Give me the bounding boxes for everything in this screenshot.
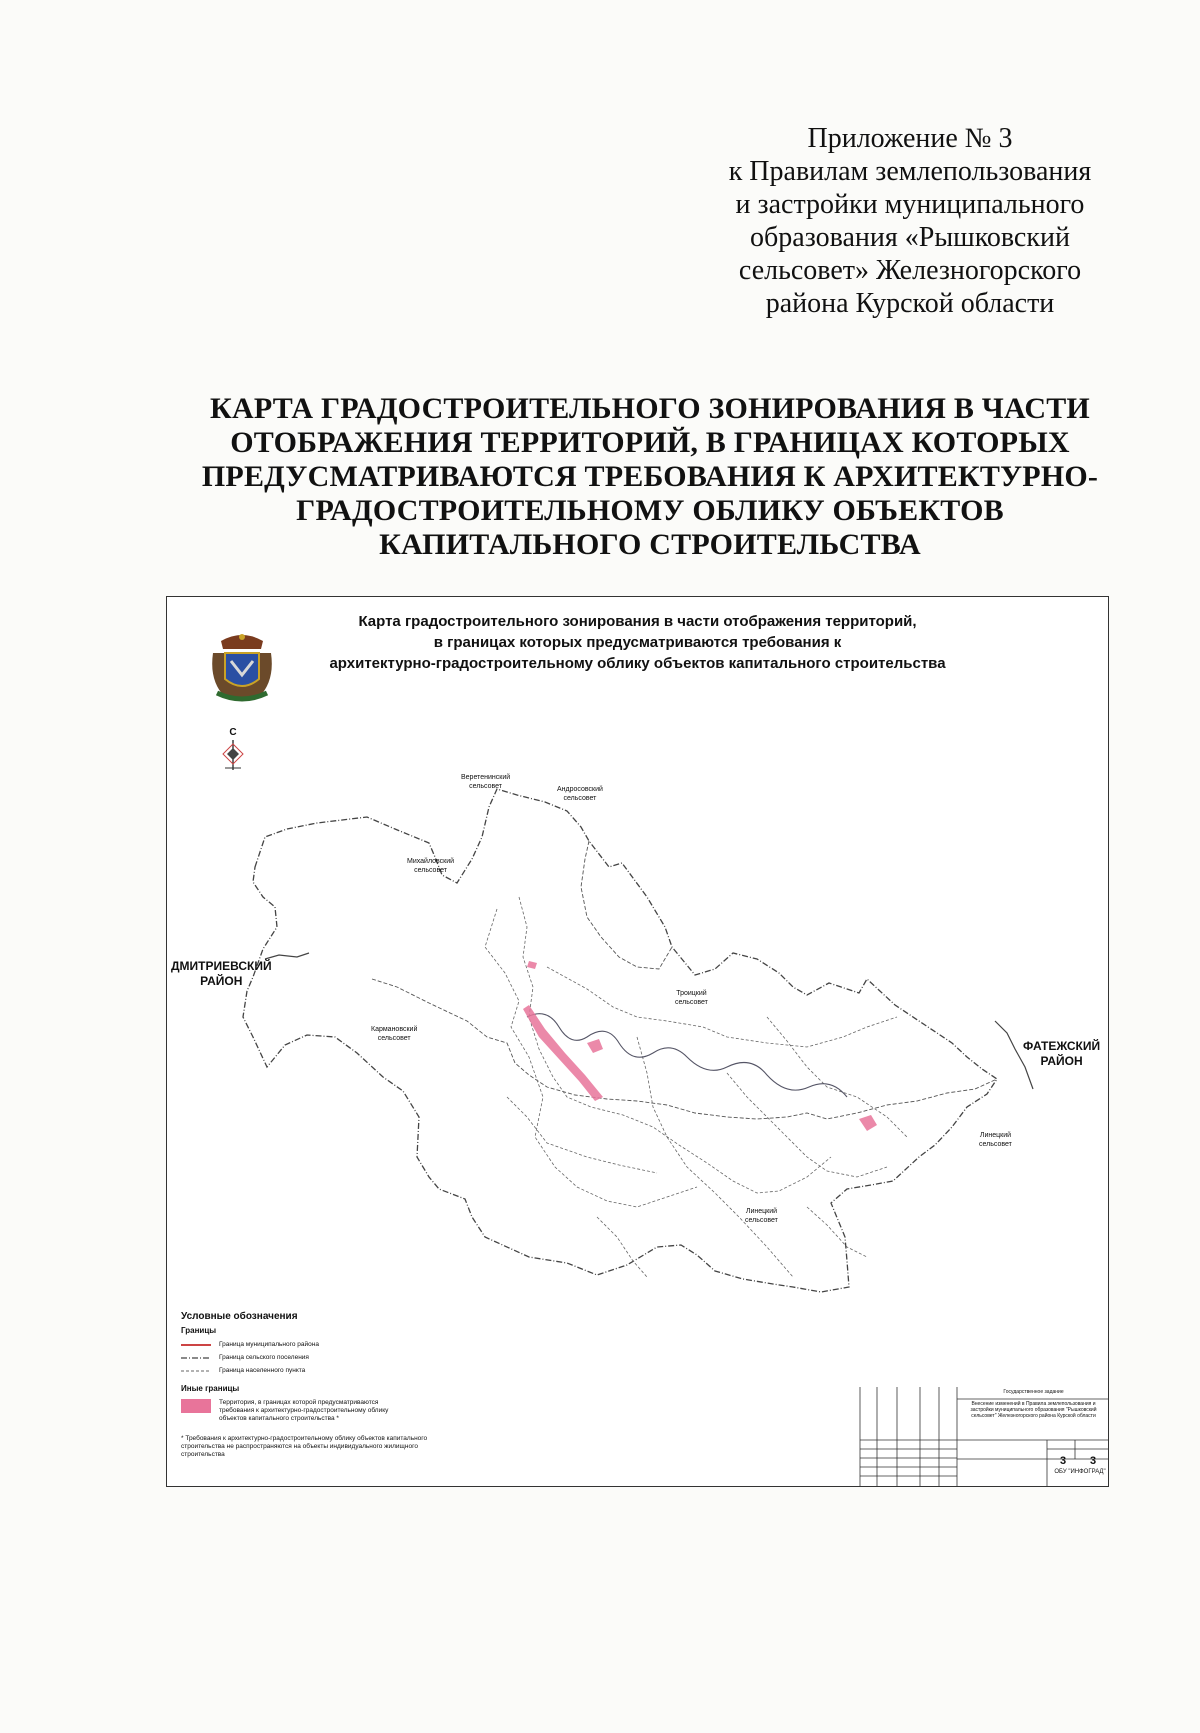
title-line: ОТОБРАЖЕНИЯ ТЕРРИТОРИЙ, В ГРАНИЦАХ КОТОРЫХ xyxy=(230,426,1070,459)
label-androsovo xyxy=(557,785,603,803)
label-line: сельсовет xyxy=(675,999,708,1006)
label-line: сельсовет xyxy=(414,867,447,874)
label-karmanovo xyxy=(371,1025,417,1043)
legend-heading: Условные обозначения xyxy=(181,1311,298,1322)
stamp-sheet-number: 3 xyxy=(1059,1455,1067,1467)
locality-boundary-swatch-icon xyxy=(181,1368,211,1374)
compass-letter: С xyxy=(229,727,237,738)
label-dmitriev-district xyxy=(171,959,272,989)
label-troitsky xyxy=(675,989,708,1007)
appendix-line: к Правилам землепользования xyxy=(728,156,1092,187)
map-sheet xyxy=(166,596,1109,1487)
legend-footnote: * Требования к архитектурно-градостроительному облику объектов капитального строительства не распространяются на объекты индивидуального жилищного строительства xyxy=(181,1435,428,1458)
stamp-project-name: Внесение изменений в Правила землепользования и застройки муниципального образования "Рышковский сельсовет" Железногорского района Курской области xyxy=(970,1401,1097,1419)
label-line: сельсовет xyxy=(377,1035,411,1042)
map-title-line: архитектурно-градостроительному облику объектов капитального строительства xyxy=(329,655,946,672)
title-line: ГРАДОСТРОИТЕЛЬНОМУ ОБЛИКУ ОБЪЕКТОВ xyxy=(296,494,1004,527)
label-line: Андросовский xyxy=(557,786,603,793)
label-line: сельсовет xyxy=(469,783,503,790)
label-linets-south xyxy=(745,1207,778,1225)
label-veretenino xyxy=(461,773,510,791)
title-block xyxy=(861,1387,1109,1487)
map-legend xyxy=(181,1311,521,1459)
legend-item-label: Граница муниципального района xyxy=(219,1341,319,1348)
label-line: ФАТЕЖСКИЙ xyxy=(1023,1039,1101,1053)
map-title-line: Карта градостроительного зонирования в части отображения территорий, xyxy=(358,613,917,630)
settlement-boundary xyxy=(581,841,672,969)
legend-item xyxy=(181,1354,521,1361)
legend-item-label: Граница населенного пункта xyxy=(219,1367,306,1374)
designated-zone-swatch xyxy=(181,1399,211,1413)
legend-other-heading: Иные границы xyxy=(181,1384,240,1393)
label-line: ДМИТРИЕВСКИЙ xyxy=(171,959,272,973)
stamp-sheet-count: 3 xyxy=(1089,1455,1097,1467)
label-line: Михайловский xyxy=(407,858,455,865)
designated-zone xyxy=(527,961,537,969)
label-line: сельсовет xyxy=(563,795,597,802)
label-line: Линецкий xyxy=(979,1132,1012,1139)
label-line: РАЙОН xyxy=(200,974,243,988)
label-mikhailovka xyxy=(407,857,454,875)
municipal-boundary xyxy=(243,789,997,1292)
designated-zone xyxy=(859,1115,877,1131)
appendix-line: и застройки муниципального xyxy=(735,189,1085,220)
appendix-line: образования «Рышковский xyxy=(750,222,1070,253)
legend-item xyxy=(181,1341,521,1348)
legend-item xyxy=(181,1367,521,1374)
label-linets-east xyxy=(979,1131,1012,1149)
label-line: Линецкий xyxy=(745,1208,778,1215)
legend-boundaries-heading: Границы xyxy=(181,1326,217,1335)
title-line: КАПИТАЛЬНОГО СТРОИТЕЛЬСТВА xyxy=(379,528,921,561)
label-fatezh-district xyxy=(1023,1039,1100,1069)
appendix-line: сельсовет» Железногорского xyxy=(738,255,1082,286)
label-line: Веретенинский xyxy=(461,774,511,781)
label-line: сельсовет xyxy=(745,1217,778,1224)
designated-zone xyxy=(523,1005,603,1101)
appendix-line: района Курской области xyxy=(765,288,1055,319)
stamp-top-label: Государственное задание xyxy=(1003,1389,1064,1395)
legend-item-label: Граница сельского поселения xyxy=(219,1354,309,1361)
map-title-line: в границах которых предусматриваются требования к xyxy=(433,634,842,651)
legend-item xyxy=(181,1399,521,1423)
settlement-boundary-swatch-icon xyxy=(181,1355,211,1361)
document-title xyxy=(120,392,1180,562)
appendix-line: Приложение № 3 xyxy=(807,123,1013,154)
label-line: сельсовет xyxy=(979,1141,1012,1148)
label-line: Кармановский xyxy=(371,1026,418,1033)
appendix-note xyxy=(700,122,1120,320)
municipal-boundary-swatch-icon xyxy=(181,1342,211,1348)
legend-zone-label: Территория, в границах которой предусматриваются требования к архитектурно-градостроительному облику объектов капитального строительства * xyxy=(219,1399,389,1422)
title-line: КАРТА ГРАДОСТРОИТЕЛЬНОГО ЗОНИРОВАНИЯ В ЧАСТИ xyxy=(210,392,1090,425)
label-line: РАЙОН xyxy=(1040,1054,1083,1068)
title-line: ПРЕДУСМАТРИВАЮТСЯ ТРЕБОВАНИЯ К АРХИТЕКТУРНО- xyxy=(201,460,1099,493)
designated-zone xyxy=(587,1039,603,1053)
label-line: Троицкий xyxy=(676,990,707,997)
river xyxy=(527,1014,847,1097)
stamp-organization: ОБУ "ИНФОГРАД" xyxy=(1054,1469,1106,1475)
